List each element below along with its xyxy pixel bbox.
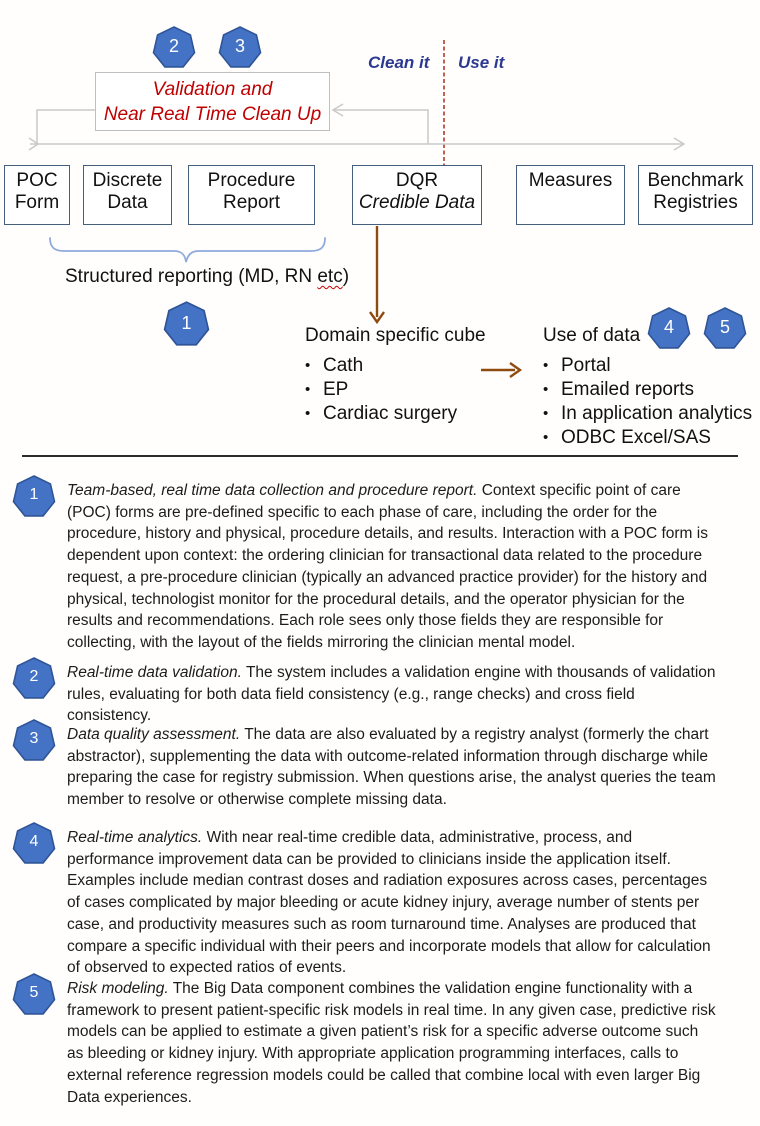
note-paragraph-2 [67,662,717,727]
list-item-label: In application analytics [561,403,753,424]
structured-reporting-brace [50,238,325,262]
list-item [543,426,752,450]
list-item-label: Cardiac surgery [323,403,458,424]
flow-start-arrowhead-icon [29,138,38,150]
note-lead: Real-time analytics. [67,829,203,846]
bullet-icon: • [543,357,549,374]
box-label-line2: Data [107,192,148,213]
note-paragraph-3 [67,724,717,811]
box-label-line1: Benchmark [647,170,744,191]
bullet-icon: • [305,381,311,398]
flow-box-discrete-data [83,165,172,225]
box-label-line2: Credible Data [358,192,476,213]
bullet-icon: • [543,405,549,422]
validation-box-line1: Validation and [152,79,273,100]
note-paragraph-5 [67,978,717,1108]
note-body: The data are also evaluated by a registry analyst (formerly the chart abstractor), supplementing the data with outcome-related information through discharge while preparing the case for registry submission. When questions arise, the analyst queries the team member to resolve or otherwise complete missing data. [67,726,716,809]
validation-left-elbow-line [37,110,95,144]
step-badge-4 [647,306,691,350]
feedback-arrowhead-icon [333,104,343,116]
flow-box-benchmark-registries [638,165,753,225]
bullet-icon: • [305,405,311,422]
step-badge-3 [218,25,262,69]
flow-box-measures [516,165,625,225]
box-label-line1: Procedure [207,170,296,191]
structured-reporting-prefix: Structured reporting (MD, RN [65,266,318,287]
bullet-icon: • [543,429,549,446]
note-badge-5 [12,972,56,1016]
box-label-line2: Registries [653,192,738,213]
box-label-line2: Form [14,192,60,213]
badge-number: 5 [719,317,730,337]
validation-box-line2: Near Real Time Clean Up [103,104,322,125]
note-lead: Risk modeling. [67,980,169,997]
use-of-data-title: Use of data [543,325,641,346]
badge-number: 1 [29,486,39,503]
domain-cube-title: Domain specific cube [305,325,486,346]
note-paragraph-4 [67,827,717,979]
structured-reporting-label [65,266,349,288]
box-label-line1: POC [16,170,58,191]
list-item [305,378,486,402]
note-body: The Big Data component combines the validation engine functionality with a framework to present patient-specific risk models in real time. In any given case, predictive risk models can be applied to estimate a given patient’s risk for a specific adverse outcome such as bleeding or kidney injury. With appropriate application programming interfaces, calls to external reference regression models could be called that combine local with even larger Big Data experiences. [67,980,716,1106]
note-badge-4 [12,821,56,865]
note-body: The system includes a validation engine with thousands of validation rules, evaluating for both data field consistency (e.g., range checks) and cross field consistency. [67,664,716,725]
badge-number: 3 [234,36,245,56]
step-badge-1 [163,300,210,347]
note-badge-3 [12,718,56,762]
note-paragraph-1 [67,480,717,654]
step-badge-2 [152,25,196,69]
flow-box-procedure-report [188,165,315,225]
list-item [543,402,752,426]
structured-reporting-spellcheck-word: etc [317,266,343,287]
structured-reporting-suffix: ) [342,266,350,287]
note-body: Context specific point of care (POC) forms are pre-defined specific to each phase of care, including the order for the procedure, history and physical, procedure details, and results. Interaction with a POC form is dependent upon context: the ordering clinician for transactional data related to the procedure request, a pre-procedure clinician (typically an advanced practice provider) for the history and physical, technologist monitor for the procedural details, and the operator physician for the results and recommendations. Each role sees only those fields they are responsible for collecting, with the layout of the fields mirroring the clinician mental model. [67,482,708,651]
feedback-elbow-line [334,110,428,144]
list-item-label: Portal [561,355,611,376]
note-lead: Team-based, real time data collection and procedure report. [67,482,478,499]
bullet-icon: • [543,381,549,398]
note-badge-1 [12,474,56,518]
note-body: With near real-time credible data, administrative, process, and performance improvement data can be provided to clinicians inside the application itself. Examples include median contrast doses and radiation exposures across cases, percentages of cases complicated by major bleeding or acute kidney injury, average number of stents per case, and productivity measures such as room turnaround time. Analyses are produced that compare a specific individual with their peers and incorporate models that allow for calculation of observed to expected ratios of events. [67,829,711,977]
validation-cleanup-box [95,72,330,131]
phase-label-use-it: Use it [458,53,505,72]
list-item-label: Cath [323,355,364,376]
step-badge-5 [703,306,747,350]
box-label-line1: Measures [528,170,613,191]
badge-number: 5 [29,984,39,1001]
badge-number: 4 [29,833,39,850]
badge-number: 1 [181,312,192,333]
box-label-line2: Report [222,192,281,213]
badge-number: 3 [29,730,39,747]
list-item [305,354,486,378]
note-lead: Data quality assessment. [67,726,241,743]
flow-box-dqr-credible-data [352,165,482,225]
box-label-line1: DQR [395,170,439,191]
bullet-icon: • [305,357,311,374]
dqr-to-cube-arrowhead-icon [370,312,384,322]
list-item [543,378,752,402]
phase-label-clean-it: Clean it [368,53,430,72]
cube-to-use-arrowhead-icon [510,363,520,377]
badge-number: 2 [168,36,179,56]
note-badge-2 [12,656,56,700]
list-item [543,354,752,378]
domain-cube-list [305,325,486,426]
badge-number: 4 [663,317,674,337]
main-flow-arrowhead-icon [674,138,684,150]
flow-box-poc-form [4,165,70,225]
list-item-label: Emailed reports [561,379,695,400]
note-lead: Real-time data validation. [67,664,242,681]
section-divider [22,455,738,457]
list-item-label: ODBC Excel/SAS [561,427,711,448]
badge-number: 2 [29,668,39,685]
list-item [305,402,486,426]
box-label-line1: Discrete [92,170,163,191]
list-item-label: EP [323,379,349,400]
